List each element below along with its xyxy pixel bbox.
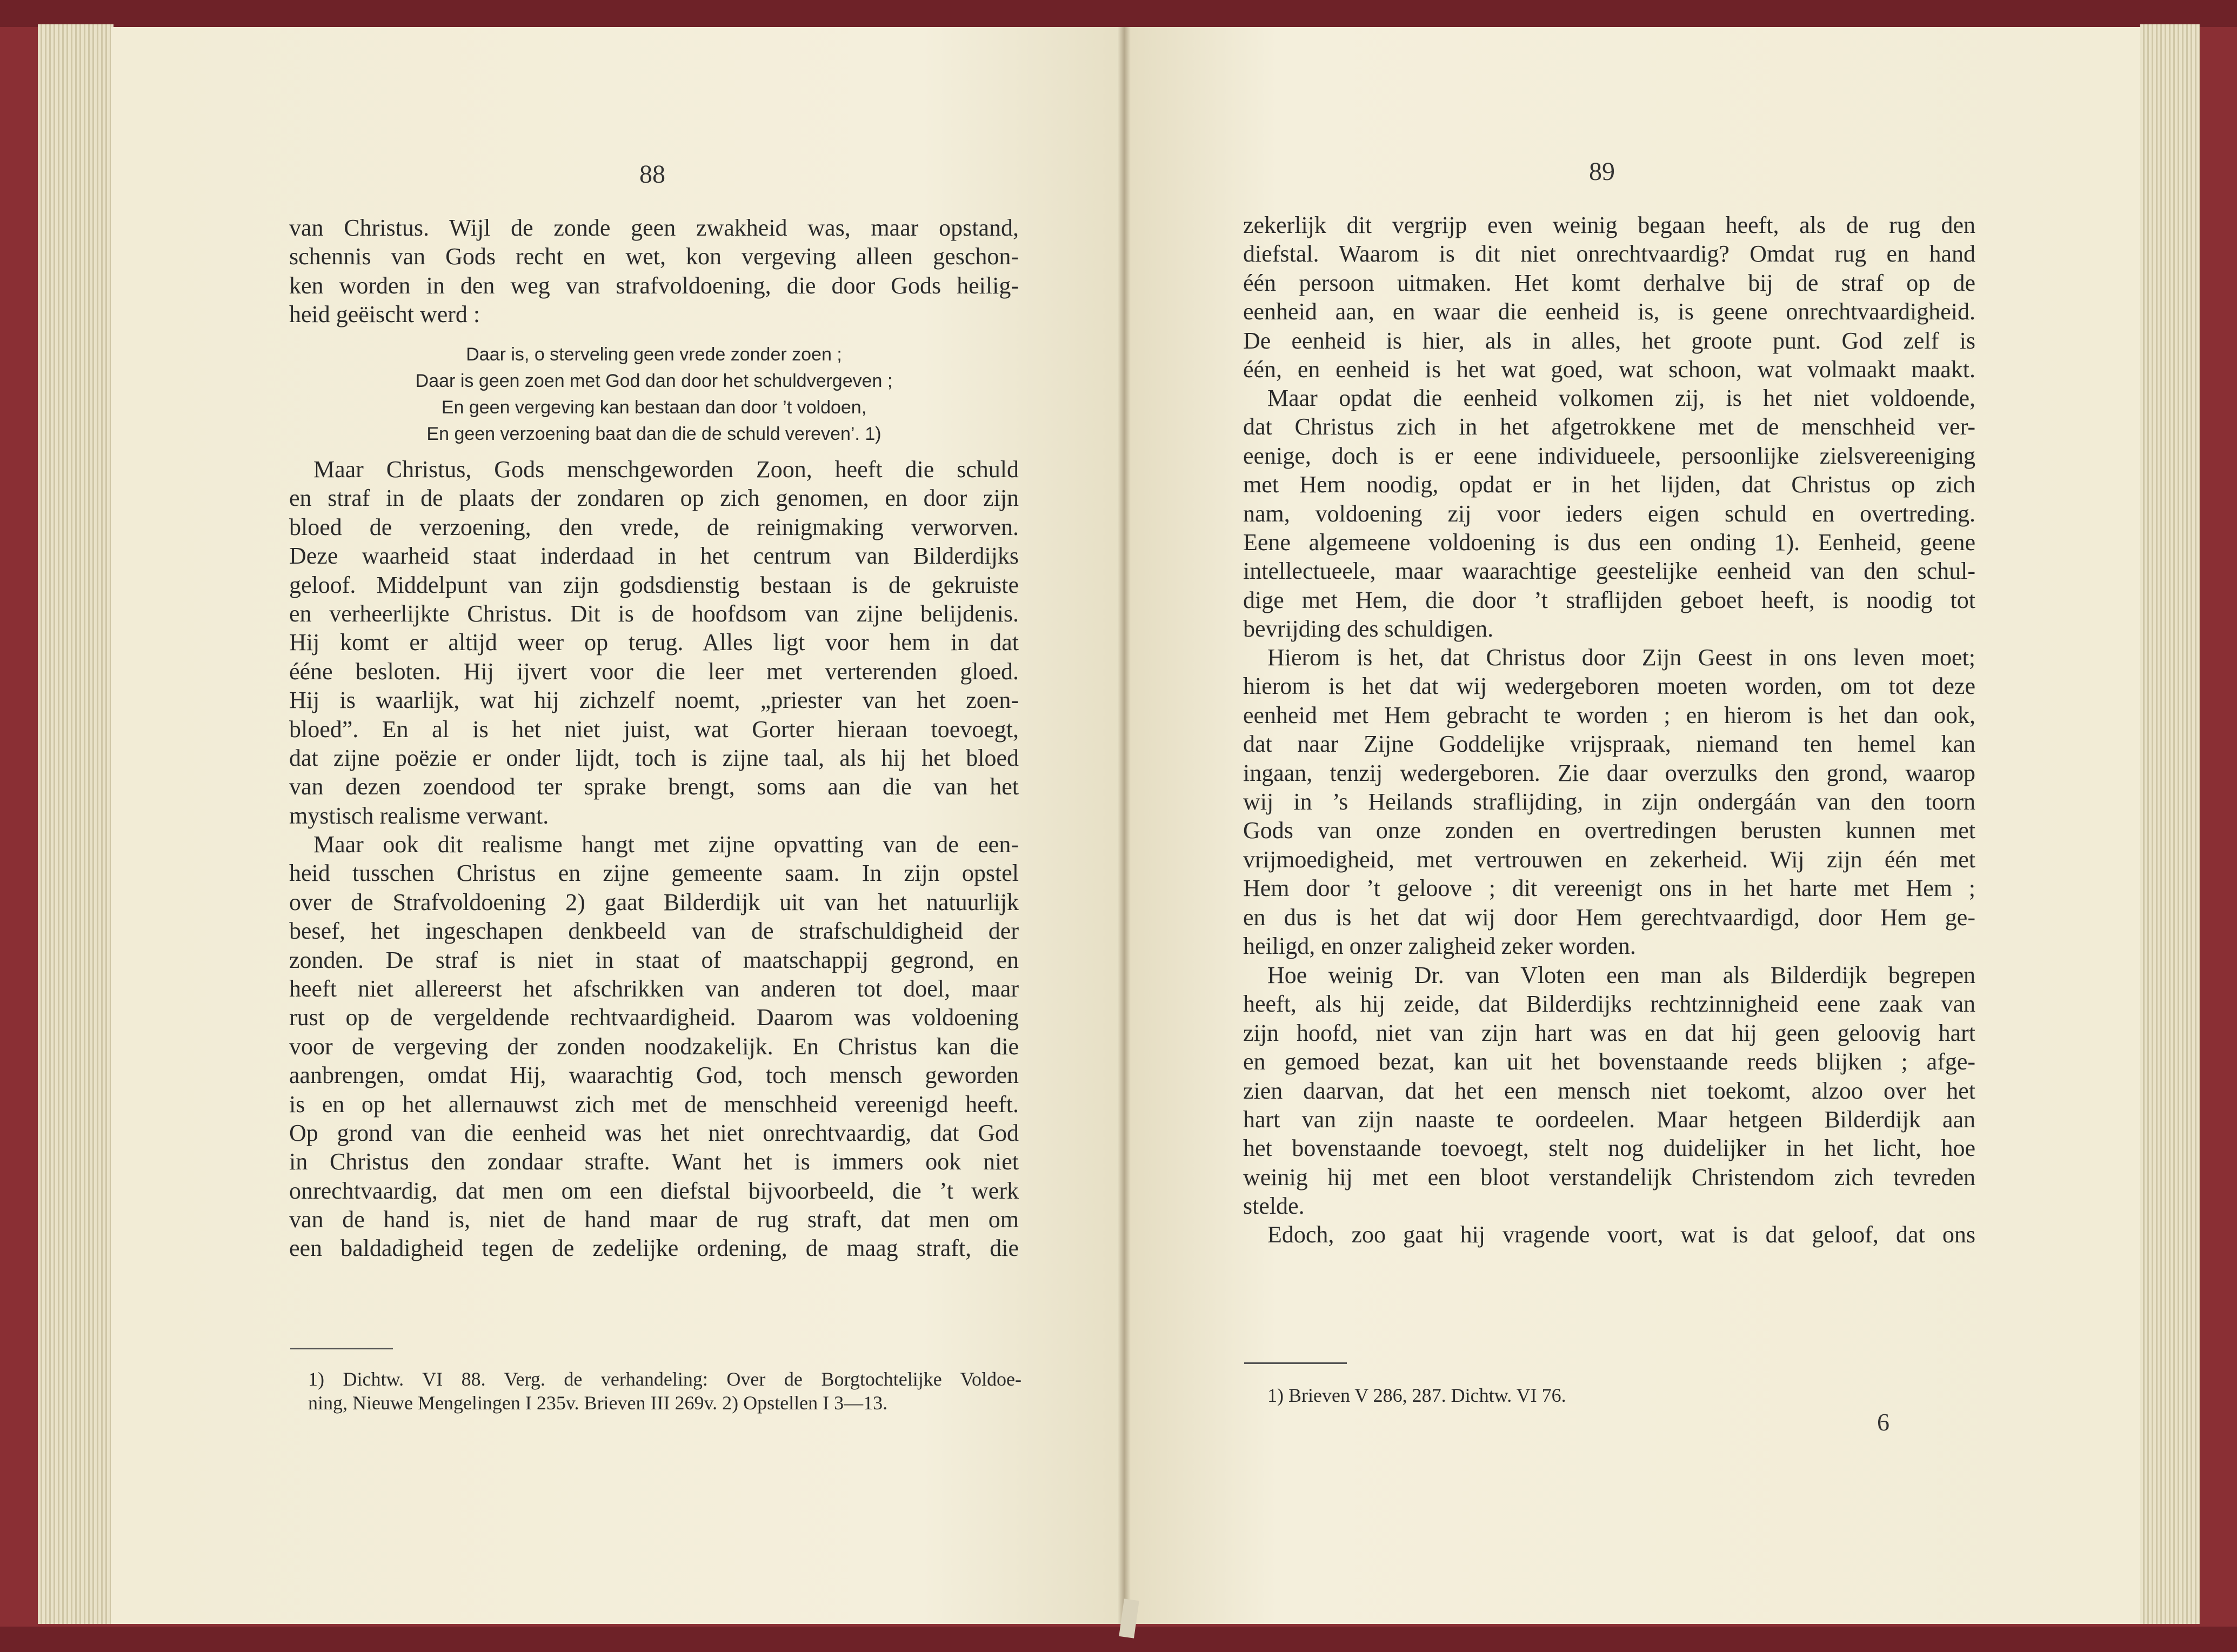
text-line: aanbrengen, omdat Hij, waarachtig God, toch mensch geworden bbox=[289, 1062, 1019, 1089]
text-line: Hoe weinig Dr. van Vloten een man als Bilderdijk begrepen bbox=[1267, 962, 1975, 988]
footnote-line: 1) Brieven V 286, 287. Dichtw. VI 76. bbox=[1267, 1385, 1566, 1406]
text-line: diefstal. Waarom is dit niet onrechtvaardig? Omdat rug en hand bbox=[1243, 240, 1975, 267]
text-line: besef, het ingeschapen denkbeeld van de strafschuldigheid der bbox=[289, 918, 1019, 945]
text-line: zijn hoofd, niet van zijn hart was en dat hij geen geloovig hart bbox=[1243, 1019, 1975, 1046]
text-line: eenige, doch is er eene individueele, persoonlijke zielsvereeniging bbox=[1243, 442, 1975, 469]
book-gutter bbox=[1118, 27, 1131, 1624]
text-line: Maar opdat die eenheid volkomen zij, is het niet voldoende, bbox=[1267, 385, 1975, 411]
text-line: bloed de verzoening, den vrede, de reinigmaking verworven. bbox=[289, 513, 1019, 540]
text-line: ken worden in den weg van strafvoldoening, die door Gods heilig- bbox=[289, 272, 1019, 299]
text-line: Hij komt er altijd weer op terug. Alles ligt voor hem in dat bbox=[289, 629, 1019, 656]
text-line: eenheid aan, en waar die eenheid is, is geene onrechtvaardigheid. bbox=[1243, 298, 1975, 325]
text-line: dat naar Zijne Goddelijke vrijspraak, niemand ten hemel kan bbox=[1243, 731, 1975, 758]
text-line: De eenheid is hier, als in alles, het groote punt. God zelf is bbox=[1243, 327, 1975, 354]
text-line: rust op de vergeldende rechtvaardigheid. Daarom was voldoening bbox=[289, 1004, 1019, 1031]
page-number-right: 89 bbox=[1589, 157, 1615, 186]
text-line: intellectueele, maar waarachtige geestelijke eenheid van den schul- bbox=[1243, 558, 1975, 585]
right-paragraph-4 bbox=[1243, 961, 1975, 1221]
footnote-line: 1) Dichtw. VI 88. Verg. de verhandeling: Over de Borgtochtelijke Voldoe- bbox=[308, 1368, 1021, 1390]
text-line: heiligd, en onzer zaligheid zeker worden. bbox=[1243, 932, 1636, 959]
text-line: hierom is het dat wij wedergeboren moeten worden, om tot deze bbox=[1243, 673, 1975, 700]
text-line: heeft, als hij zeide, dat Bilderdijks rechtzinnigheid eene zaak van bbox=[1243, 991, 1975, 1018]
text-line: bevrijding des schuldigen. bbox=[1243, 616, 1494, 643]
poem-line: En geen vergeving kan bestaan dan door ’t voldoen, bbox=[441, 397, 867, 418]
poem-line: En geen verzoening baat dan die de schuld vereven’. 1) bbox=[426, 424, 882, 444]
right-page-stack bbox=[2140, 24, 2200, 1624]
text-line: wij in ’s Heilands straflijding, in zijn ondergáán van den toorn bbox=[1243, 788, 1975, 815]
text-line: een baldadigheid tegen de zedelijke ordening, de maag straft, die bbox=[289, 1235, 1019, 1262]
text-line: Deze waarheid staat inderdaad in het centrum van Bilderdijks bbox=[289, 543, 1019, 570]
text-line: Hierom is het, dat Christus door Zijn Geest in ons leven moet; bbox=[1267, 644, 1975, 671]
text-line: eenheid met Hem gebracht te worden ; en hierom is het dan ook, bbox=[1243, 701, 1975, 728]
text-line: het bovenstaande toevoegt, stelt nog duidelijker in het licht, hoe bbox=[1243, 1135, 1975, 1162]
right-paragraph-2 bbox=[1243, 384, 1975, 644]
page-number-left: 88 bbox=[639, 160, 665, 189]
text-line: met Hem noodig, opdat er in het lijden, dat Christus op zich bbox=[1243, 471, 1975, 498]
text-line: heid geëischt werd : bbox=[289, 301, 480, 328]
text-line: één persoon uitmaken. Het komt derhalve bij de straf op de bbox=[1243, 269, 1975, 296]
text-line: en gemoed bezat, kan uit het bovenstaande reeds blijken ; afge- bbox=[1243, 1048, 1975, 1075]
text-line: hart van zijn naaste te oordeelen. Maar hetgeen Bilderdijk aan bbox=[1243, 1106, 1975, 1133]
text-line: zekerlijk dit vergrijp even weinig begaan heeft, als de rug den bbox=[1243, 212, 1975, 238]
left-paragraph-3 bbox=[289, 830, 1019, 1263]
text-line: over de Strafvoldoening 2) gaat Bilderdijk uit van het natuurlijk bbox=[289, 888, 1019, 915]
left-paragraph-2 bbox=[289, 455, 1019, 830]
footnote-line: ning, Nieuwe Mengelingen I 235v. Brieven III 269v. 2) Opstellen I 3—13. bbox=[308, 1392, 888, 1414]
text-line: van dezen zoendood ter sprake brengt, soms aan die van het bbox=[289, 773, 1019, 800]
text-line: voor de vergeving der zonden noodzakelijk. En Christus kan die bbox=[289, 1033, 1019, 1060]
right-footnotes bbox=[1267, 1383, 1970, 1407]
text-line: Maar ook dit realisme hangt met zijne opvatting van de een- bbox=[313, 831, 1019, 858]
footnote-rule-right bbox=[1244, 1362, 1347, 1364]
text-line: Hem door ’t geloove ; dit vereenigt ons in het harte met Hem ; bbox=[1243, 875, 1975, 902]
poem-line: Daar is geen zoen met God dan door het schuldvergeven ; bbox=[415, 371, 893, 391]
left-footnotes bbox=[308, 1367, 1021, 1415]
text-line: dat zijne poëzie er onder lijdt, toch is zijne taal, als hij het bloed bbox=[289, 744, 1019, 771]
text-line: dige met Hem, die door ’t straflijden geboet heeft, is noodig tot bbox=[1243, 586, 1975, 613]
text-line: Op grond van die eenheid was het niet onrechtvaardig, dat God bbox=[289, 1119, 1019, 1146]
text-line: weinig hij met een bloot verstandelijk Christendom zich tevreden bbox=[1243, 1163, 1975, 1190]
text-line: heeft niet allereerst het afschrikken van anderen tot doel, maar bbox=[289, 975, 1019, 1002]
cover-top-edge bbox=[0, 0, 2237, 27]
text-line: Hij is waarlijk, wat hij zichzelf noemt, „priester van het zoen- bbox=[289, 687, 1019, 714]
text-line: Eene algemeene voldoening is dus een onding 1). Eenheid, geene bbox=[1243, 529, 1975, 556]
text-line: en dus is het dat wij door Hem gerechtvaardigd, door Hem ge- bbox=[1243, 904, 1975, 931]
left-paragraph-1 bbox=[289, 213, 1019, 329]
text-line: is en op het allernauwst zich met de menschheid vereenigd heeft. bbox=[289, 1091, 1019, 1118]
right-paragraph-3 bbox=[1243, 643, 1975, 960]
text-line: Maar Christus, Gods menschgeworden Zoon, heeft die schuld bbox=[313, 456, 1019, 483]
text-line: Gods van onze zonden en overtredingen berusten kunnen met bbox=[1243, 817, 1975, 844]
text-line: van Christus. Wijl de zonde geen zwakheid was, maar opstand, bbox=[289, 215, 1019, 241]
text-line: dat Christus zich in het afgetrokkene met de menschheid ver- bbox=[1243, 413, 1975, 440]
text-line: ingaan, tenzij wedergeboren. Zie daar overzulks den grond, waarop bbox=[1243, 759, 1975, 786]
text-line: schennis van Gods recht en wet, kon vergeving alleen geschon- bbox=[289, 243, 1019, 270]
text-line: mystisch realisme verwant. bbox=[289, 802, 549, 829]
cover-bottom-edge bbox=[0, 1627, 2237, 1652]
text-line: bloed”. En al is het niet juist, wat Gorter hieraan toevoegt, bbox=[289, 715, 1019, 743]
poem-quote bbox=[303, 342, 1005, 447]
text-line: geloof. Middelpunt van zijn godsdienstig bestaan is de gekruiste bbox=[289, 571, 1019, 598]
text-line: zien daarvan, dat het een mensch niet toekomt, alzoo over het bbox=[1243, 1077, 1975, 1104]
text-line: vrijmoedigheid, met vertrouwen en zekerheid. Wij zijn één met bbox=[1243, 846, 1975, 873]
text-line: ééne besloten. Hij ijvert voor die leer met verterenden gloed. bbox=[289, 658, 1019, 685]
text-line: en verheerlijkte Christus. Dit is de hoofdsom van zijne belijdenis. bbox=[289, 600, 1019, 627]
text-line: zonden. De straf is niet in staat of maatschappij gegrond, en bbox=[289, 946, 1019, 973]
text-line: in Christus den zondaar strafte. Want het is immers ook niet bbox=[289, 1148, 1019, 1175]
text-line: nam, voldoening zij voor ieders eigen schuld en overtreding. bbox=[1243, 500, 1975, 527]
text-line: één, en eenheid is het wat goed, wat schoon, wat volmaakt maakt. bbox=[1243, 356, 1975, 383]
text-line: en straf in de plaats der zondaren op zich genomen, en door zijn bbox=[289, 485, 1019, 512]
poem-line: Daar is, o sterveling geen vrede zonder zoen ; bbox=[466, 344, 842, 365]
text-line: stelde. bbox=[1243, 1193, 1305, 1220]
text-line: Edoch, zoo gaat hij vragende voort, wat is dat geloof, dat ons bbox=[1267, 1221, 1975, 1248]
signature-mark: 6 bbox=[1877, 1408, 1889, 1436]
left-page-stack bbox=[38, 24, 113, 1624]
text-line: heid tusschen Christus en zijne gemeente saam. In zijn opstel bbox=[289, 860, 1019, 887]
text-line: onrechtvaardig, dat men om een diefstal bijvoorbeeld, die ’t werk bbox=[289, 1177, 1019, 1204]
right-paragraph-1 bbox=[1243, 211, 1975, 384]
right-paragraph-5 bbox=[1243, 1220, 1975, 1249]
text-line: van de hand is, niet de hand maar de rug straft, dat men om bbox=[289, 1206, 1019, 1233]
footnote-rule-left bbox=[290, 1348, 393, 1349]
